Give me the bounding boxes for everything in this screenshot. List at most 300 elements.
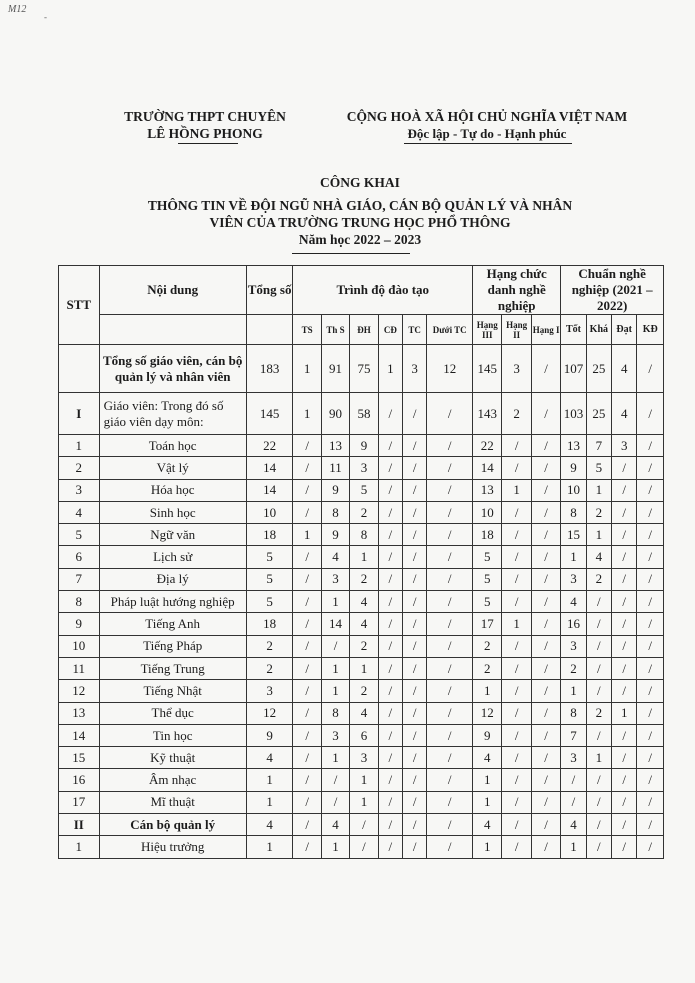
row-value: /	[378, 524, 402, 546]
row-value: /	[293, 479, 321, 501]
header-content-blank	[99, 315, 246, 345]
row-value: /	[378, 814, 402, 836]
row-value: /	[403, 836, 427, 858]
divider	[292, 253, 410, 254]
row-value: /	[403, 479, 427, 501]
row-value: 2	[502, 393, 531, 435]
row-value: /	[427, 724, 473, 746]
row-value: /	[637, 479, 664, 501]
row-value: 3	[561, 747, 586, 769]
row-value: /	[403, 657, 427, 679]
row-value: /	[427, 479, 473, 501]
header-rank: Hạng chức danh nghề nghiệp	[473, 266, 561, 315]
row-value: 4	[561, 591, 586, 613]
row-value: 1	[321, 657, 349, 679]
row-value: /	[427, 393, 473, 435]
row-value: /	[502, 501, 531, 523]
row-value: /	[637, 814, 664, 836]
row-value: /	[403, 457, 427, 479]
row-value: /	[612, 769, 637, 791]
row-value: /	[293, 457, 321, 479]
row-value: 18	[473, 524, 502, 546]
row-value: 9	[321, 524, 349, 546]
row-value: 3	[502, 345, 531, 393]
row-value: 12	[473, 702, 502, 724]
row-index: 15	[59, 747, 100, 769]
row-value: /	[293, 724, 321, 746]
row-value: /	[293, 680, 321, 702]
row-value: 1	[350, 769, 378, 791]
row-index: 13	[59, 702, 100, 724]
row-value: 10	[246, 501, 293, 523]
row-value: /	[531, 591, 560, 613]
row-value: /	[403, 435, 427, 457]
document-title	[60, 174, 660, 248]
row-value: /	[531, 680, 560, 702]
header-total: Tổng số	[246, 266, 293, 315]
row-value: 22	[473, 435, 502, 457]
row-value: /	[502, 435, 531, 457]
row-value: 2	[246, 657, 293, 679]
row-value: 9	[561, 457, 586, 479]
row-value: 1	[321, 747, 349, 769]
row-value: /	[293, 702, 321, 724]
school-name	[100, 108, 310, 142]
row-value: /	[531, 457, 560, 479]
row-value: /	[502, 747, 531, 769]
school-line-1: TRƯỜNG THPT CHUYÊN	[124, 109, 286, 124]
row-index: 7	[59, 568, 100, 590]
row-value: /	[637, 435, 664, 457]
row-value: /	[427, 435, 473, 457]
row-value: 1	[246, 836, 293, 858]
table-row	[59, 591, 664, 613]
row-value: /	[403, 613, 427, 635]
row-value: /	[637, 702, 664, 724]
row-value: 14	[246, 479, 293, 501]
row-value: 10	[473, 501, 502, 523]
row-index: 14	[59, 724, 100, 746]
row-label: Tiếng Anh	[99, 613, 246, 635]
row-value: /	[350, 836, 378, 858]
row-value: 8	[321, 702, 349, 724]
row-value: /	[293, 791, 321, 813]
row-value: /	[378, 591, 402, 613]
row-value: 25	[586, 345, 611, 393]
row-label: Tiếng Trung	[99, 657, 246, 679]
row-value: 2	[586, 501, 611, 523]
row-value: 1	[473, 836, 502, 858]
row-value: 2	[350, 501, 378, 523]
row-label: Tiếng Nhật	[99, 680, 246, 702]
row-value: /	[427, 747, 473, 769]
row-value: /	[637, 568, 664, 590]
row-value: 3	[321, 724, 349, 746]
row-index: 1	[59, 836, 100, 858]
row-value: 9	[473, 724, 502, 746]
subheader-cell: TS	[293, 315, 321, 345]
table-row	[59, 345, 664, 393]
row-value: 107	[561, 345, 586, 393]
row-value: /	[502, 836, 531, 858]
row-index: 6	[59, 546, 100, 568]
row-value: 22	[246, 435, 293, 457]
row-index: II	[59, 814, 100, 836]
row-value: /	[502, 680, 531, 702]
row-value: /	[378, 702, 402, 724]
row-value: 13	[473, 479, 502, 501]
subheader-cell: Hạng I	[531, 315, 560, 345]
row-value: /	[378, 747, 402, 769]
nation-title: CỘNG HOÀ XÃ HỘI CHỦ NGHĨA VIỆT NAM	[346, 109, 628, 124]
row-label: Lịch sử	[99, 546, 246, 568]
row-value: 4	[246, 747, 293, 769]
row-value: 8	[561, 702, 586, 724]
row-value: 1	[502, 479, 531, 501]
subheader-cell: Đạt	[612, 315, 637, 345]
row-value: 3	[612, 435, 637, 457]
header-degree: Trình độ đào tạo	[293, 266, 473, 315]
row-value: 1	[350, 791, 378, 813]
row-value: 3	[403, 345, 427, 393]
row-label: Toán học	[99, 435, 246, 457]
row-value: /	[427, 457, 473, 479]
row-value: 13	[321, 435, 349, 457]
row-value: /	[378, 546, 402, 568]
row-value: /	[403, 501, 427, 523]
row-value: 5	[473, 568, 502, 590]
row-value: /	[531, 657, 560, 679]
row-value: 9	[321, 479, 349, 501]
row-value: /	[502, 635, 531, 657]
row-value: /	[637, 501, 664, 523]
row-value: /	[427, 702, 473, 724]
row-value: 18	[246, 524, 293, 546]
row-value: 4	[350, 613, 378, 635]
row-value: 1	[246, 791, 293, 813]
row-label: Âm nhạc	[99, 769, 246, 791]
row-value: /	[531, 724, 560, 746]
row-value: /	[531, 814, 560, 836]
row-value: /	[612, 814, 637, 836]
row-value: 1	[612, 702, 637, 724]
row-value: /	[612, 457, 637, 479]
row-value: /	[293, 568, 321, 590]
row-value: /	[561, 791, 586, 813]
row-value: 4	[561, 814, 586, 836]
row-index: 17	[59, 791, 100, 813]
row-value: /	[637, 457, 664, 479]
row-value: /	[502, 769, 531, 791]
row-value: /	[612, 791, 637, 813]
row-value: /	[586, 836, 611, 858]
row-value: /	[612, 546, 637, 568]
row-value: /	[427, 769, 473, 791]
row-value: 5	[246, 591, 293, 613]
row-value: /	[531, 613, 560, 635]
row-value: /	[637, 635, 664, 657]
row-index: 4	[59, 501, 100, 523]
row-value: 2	[473, 635, 502, 657]
row-value: /	[502, 791, 531, 813]
row-value: /	[502, 702, 531, 724]
row-value: /	[637, 724, 664, 746]
row-value: /	[586, 635, 611, 657]
row-value: 1	[321, 591, 349, 613]
subheader-cell: TC	[403, 315, 427, 345]
table-row	[59, 836, 664, 858]
row-value: /	[586, 791, 611, 813]
row-value: /	[427, 635, 473, 657]
header-stt: STT	[59, 266, 100, 345]
row-value: 4	[612, 393, 637, 435]
motto: Độc lập - Tự do - Hạnh phúc	[407, 126, 567, 141]
table-row	[59, 814, 664, 836]
row-value: /	[293, 814, 321, 836]
row-value: /	[531, 345, 560, 393]
row-value: /	[378, 393, 402, 435]
row-value: /	[586, 613, 611, 635]
table-row	[59, 724, 664, 746]
row-value: /	[612, 524, 637, 546]
subheader-cell: Hạng III	[473, 315, 502, 345]
row-value: /	[378, 568, 402, 590]
row-value: /	[502, 724, 531, 746]
row-value: 145	[473, 345, 502, 393]
row-value: /	[403, 393, 427, 435]
title-line-2: THÔNG TIN VỀ ĐỘI NGŨ NHÀ GIÁO, CÁN BỘ QUẢN LÝ VÀ NHÂN	[147, 198, 573, 213]
table-row	[59, 524, 664, 546]
row-value: /	[612, 680, 637, 702]
row-value: /	[403, 724, 427, 746]
row-value: 5	[473, 546, 502, 568]
row-value: 2	[246, 635, 293, 657]
row-label: Ngữ văn	[99, 524, 246, 546]
subheader-cell: KĐ	[637, 315, 664, 345]
row-index: I	[59, 393, 100, 435]
row-value: /	[502, 546, 531, 568]
table-row	[59, 680, 664, 702]
row-value: 3	[350, 457, 378, 479]
row-value: 18	[246, 613, 293, 635]
table-row	[59, 435, 664, 457]
row-label: Sinh học	[99, 501, 246, 523]
table-row	[59, 568, 664, 590]
row-index: 16	[59, 769, 100, 791]
row-value: 3	[350, 747, 378, 769]
row-label: Hiệu trưởng	[99, 836, 246, 858]
row-label: Hóa học	[99, 479, 246, 501]
row-value: 1	[473, 769, 502, 791]
row-value: 145	[246, 393, 293, 435]
row-value: 2	[586, 568, 611, 590]
row-value: /	[403, 680, 427, 702]
row-value: /	[293, 635, 321, 657]
row-label: Mĩ thuật	[99, 791, 246, 813]
row-label: Tổng số giáo viên, cán bộ quản lý và nhân viên	[99, 345, 246, 393]
row-label: Pháp luật hướng nghiệp	[99, 591, 246, 613]
row-value: /	[531, 836, 560, 858]
row-index: 12	[59, 680, 100, 702]
row-label: Kỹ thuật	[99, 747, 246, 769]
row-index: 5	[59, 524, 100, 546]
row-value: /	[321, 769, 349, 791]
row-value: 4	[321, 546, 349, 568]
row-value: 15	[561, 524, 586, 546]
row-index: 11	[59, 657, 100, 679]
row-value: /	[531, 524, 560, 546]
table-row	[59, 393, 664, 435]
row-value: /	[293, 501, 321, 523]
row-value: 8	[350, 524, 378, 546]
row-value: /	[637, 524, 664, 546]
row-value: /	[293, 769, 321, 791]
row-value: /	[321, 791, 349, 813]
row-value: 1	[321, 836, 349, 858]
row-value: /	[378, 635, 402, 657]
row-value: /	[531, 635, 560, 657]
title-line-1: CÔNG KHAI	[320, 175, 400, 190]
row-value: 1	[293, 393, 321, 435]
row-value: /	[378, 836, 402, 858]
row-value: /	[612, 657, 637, 679]
row-value: /	[427, 613, 473, 635]
national-header	[322, 108, 652, 142]
row-value: /	[403, 747, 427, 769]
row-value: /	[403, 769, 427, 791]
row-value: /	[561, 769, 586, 791]
row-value: /	[531, 479, 560, 501]
row-label: Thể dục	[99, 702, 246, 724]
row-value: /	[612, 747, 637, 769]
row-value: /	[612, 613, 637, 635]
row-value: 9	[246, 724, 293, 746]
school-line-2: LÊ HỒNG PHONG	[147, 126, 263, 141]
row-value: 4	[321, 814, 349, 836]
row-value: /	[378, 501, 402, 523]
row-value: 1	[378, 345, 402, 393]
row-value: 7	[561, 724, 586, 746]
row-value: /	[612, 501, 637, 523]
row-label: Cán bộ quản lý	[99, 814, 246, 836]
row-value: /	[321, 635, 349, 657]
row-value: /	[293, 657, 321, 679]
row-value: /	[637, 345, 664, 393]
row-value: 5	[246, 568, 293, 590]
row-value: 7	[586, 435, 611, 457]
row-value: 9	[350, 435, 378, 457]
row-value: /	[427, 591, 473, 613]
row-value: /	[350, 814, 378, 836]
row-value: /	[378, 613, 402, 635]
row-value: /	[378, 724, 402, 746]
row-value: /	[531, 702, 560, 724]
row-value: 8	[561, 501, 586, 523]
subheader-cell: Hạng II	[502, 315, 531, 345]
row-index: 8	[59, 591, 100, 613]
row-value: /	[637, 591, 664, 613]
row-value: 10	[561, 479, 586, 501]
row-value: 2	[350, 680, 378, 702]
row-value: /	[502, 524, 531, 546]
row-value: 17	[473, 613, 502, 635]
row-value: /	[637, 747, 664, 769]
row-value: 91	[321, 345, 349, 393]
table-row	[59, 613, 664, 635]
row-value: /	[637, 393, 664, 435]
row-value: /	[531, 568, 560, 590]
row-value: 14	[321, 613, 349, 635]
row-value: /	[637, 613, 664, 635]
row-value: 12	[246, 702, 293, 724]
row-value: 1	[293, 524, 321, 546]
row-value: 1	[561, 546, 586, 568]
row-value: /	[531, 546, 560, 568]
row-value: /	[403, 791, 427, 813]
row-value: 1	[586, 747, 611, 769]
row-value: 75	[350, 345, 378, 393]
row-index: 2	[59, 457, 100, 479]
row-value: /	[531, 769, 560, 791]
row-label: Tin học	[99, 724, 246, 746]
row-value: /	[531, 747, 560, 769]
row-value: /	[378, 791, 402, 813]
row-value: /	[403, 591, 427, 613]
table-row	[59, 747, 664, 769]
row-value: /	[378, 457, 402, 479]
row-value: 16	[561, 613, 586, 635]
row-value: /	[378, 657, 402, 679]
row-value: 1	[586, 524, 611, 546]
row-index	[59, 345, 100, 393]
row-value: /	[612, 591, 637, 613]
subheader-cell: Khá	[586, 315, 611, 345]
row-value: /	[586, 680, 611, 702]
row-value: /	[293, 836, 321, 858]
row-value: /	[637, 657, 664, 679]
row-value: 25	[586, 393, 611, 435]
row-value: 5	[473, 591, 502, 613]
row-value: 13	[561, 435, 586, 457]
table-row	[59, 457, 664, 479]
row-value: /	[531, 393, 560, 435]
row-label: Giáo viên: Trong đó số giáo viên dạy môn:	[99, 393, 246, 435]
subheader-cell: CĐ	[378, 315, 402, 345]
row-value: /	[637, 546, 664, 568]
row-value: /	[427, 657, 473, 679]
row-value: /	[293, 546, 321, 568]
row-value: /	[427, 501, 473, 523]
row-value: /	[427, 791, 473, 813]
row-value: /	[403, 568, 427, 590]
row-value: 4	[350, 591, 378, 613]
row-value: 3	[561, 568, 586, 590]
row-value: /	[531, 501, 560, 523]
row-value: /	[403, 814, 427, 836]
row-value: /	[403, 546, 427, 568]
row-value: 1	[502, 613, 531, 635]
table-row	[59, 479, 664, 501]
subheader-cell: Tốt	[561, 315, 586, 345]
row-value: /	[427, 836, 473, 858]
row-value: 8	[321, 501, 349, 523]
row-index: 10	[59, 635, 100, 657]
row-value: 4	[473, 747, 502, 769]
row-value: /	[612, 635, 637, 657]
row-value: 3	[246, 680, 293, 702]
row-value: /	[586, 769, 611, 791]
handwritten-note: M12	[8, 4, 27, 15]
